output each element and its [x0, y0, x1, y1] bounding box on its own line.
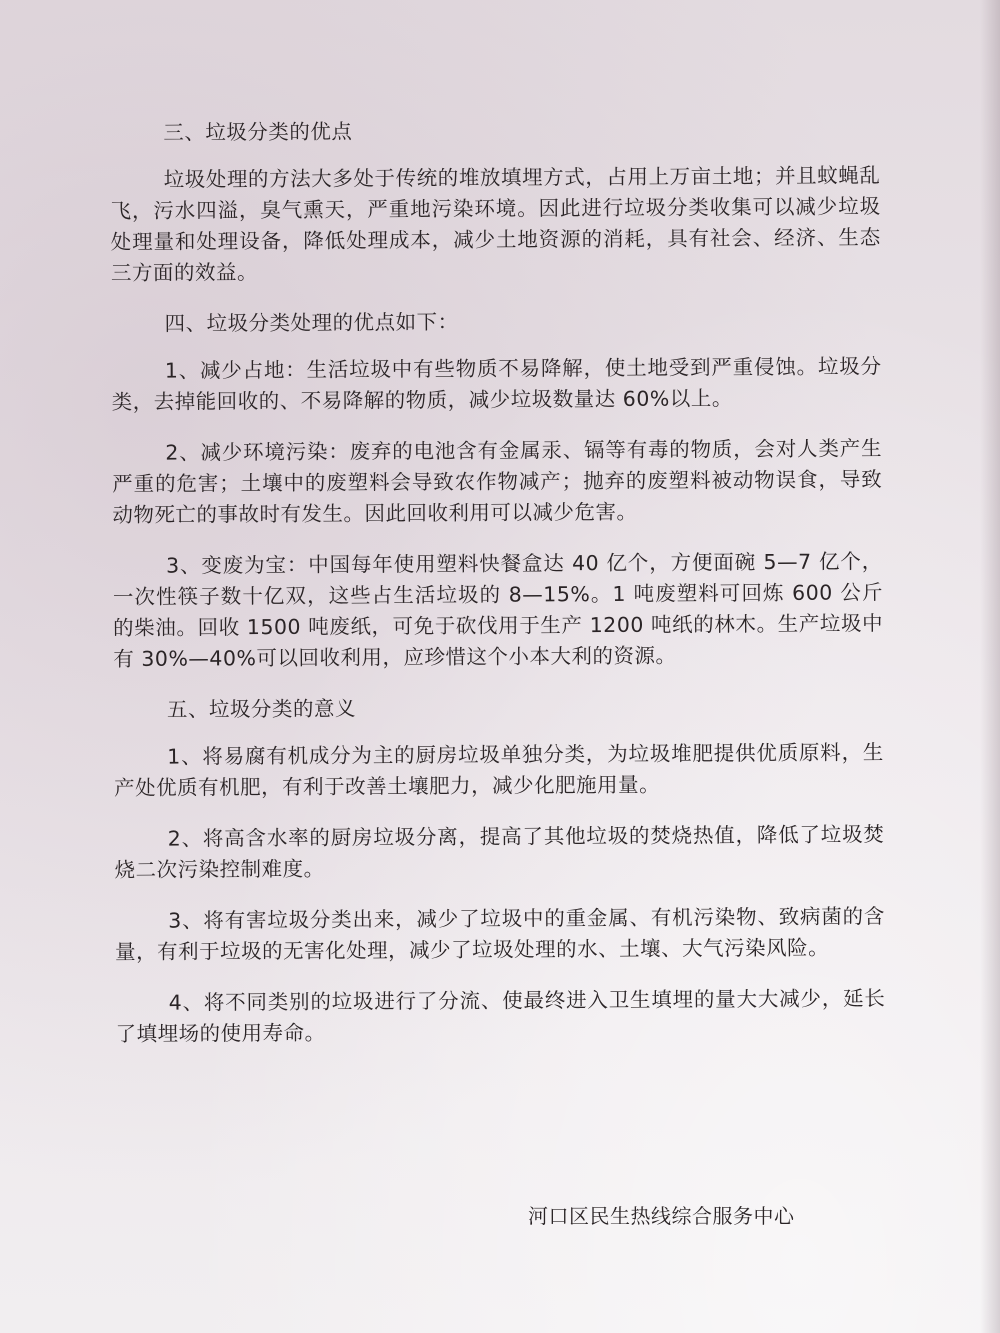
section-5-item-4: 4、将不同类别的垃圾进行了分流、使最终进入卫生填埋的量大大减少，延长了填埋场的使用寿命。: [115, 986, 886, 1046]
section-5-item-3: 3、将有害垃圾分类出来，减少了垃圾中的重金属、有机污染物、致病菌的含量，有利于垃圾的无害化处理，减少了垃圾处理的水、土壤、大气污染风险。: [115, 904, 885, 964]
document-body: [110, 113, 886, 1070]
section-5-item-1: 1、将易腐有机成分为主的厨房垃圾单独分类，为垃圾堆肥提供优质原料，生产处优质有机肥，有利于改善土壤肥力，减少化肥施用量。: [114, 740, 884, 800]
section-4-item-1: 1、减少占地：生活垃圾中有些物质不易降解，使土地受到严重侵蚀。垃圾分类，去掉能回收的、不易降解的物质，减少垃圾数量达 60%以上。: [111, 354, 882, 414]
signature-organization: 河口区民生热线综合服务中心: [528, 1204, 795, 1228]
section-4-item-3: 3、变废为宝：中国每年使用塑料快餐盒达 40 亿个，方便面碗 5—7 亿个，一次性筷子数十亿双，这些占生活垃圾的 8—15%。1 吨废塑料可回炼 600 公斤的柴油。回收 1500 吨废纸，可免于砍伐用于生产 1200 吨纸的林木。生产垃圾中有 30%—40%可以回收利用，应珍惜这个小本大利的资源。: [112, 549, 884, 671]
page-edge-shadow: [980, 0, 1000, 1333]
section-3-heading: 三、垃圾分类的优点: [163, 119, 353, 145]
section-5-item-2: 2、将高含水率的厨房垃圾分离，提高了其他垃圾的焚烧热值，降低了垃圾焚烧二次污染控制难度。: [114, 822, 885, 882]
section-3-paragraph: 垃圾处理的方法大多处于传统的堆放填埋方式，占用上万亩土地；并且蚊蝇乱飞，污水四溢，臭气熏天，严重地污染环境。因此进行垃圾分类收集可以减少垃圾处理量和处理设备，降低处理成本，减少土地资源的消耗，具有社会、经济、生态三方面的效益。: [110, 163, 881, 285]
section-5-heading: 五、垃圾分类的意义: [166, 696, 356, 722]
section-4-item-2: 2、减少环境污染：废弃的电池含有金属汞、镉等有毒的物质，会对人类产生严重的危害；土壤中的废塑料会导致农作物减产；抛弃的废塑料被动物误食，导致动物死亡的事故时有发生。因此回收利用可以减少危害。: [112, 436, 883, 527]
section-4-heading: 四、垃圾分类处理的优点如下：: [164, 309, 459, 336]
